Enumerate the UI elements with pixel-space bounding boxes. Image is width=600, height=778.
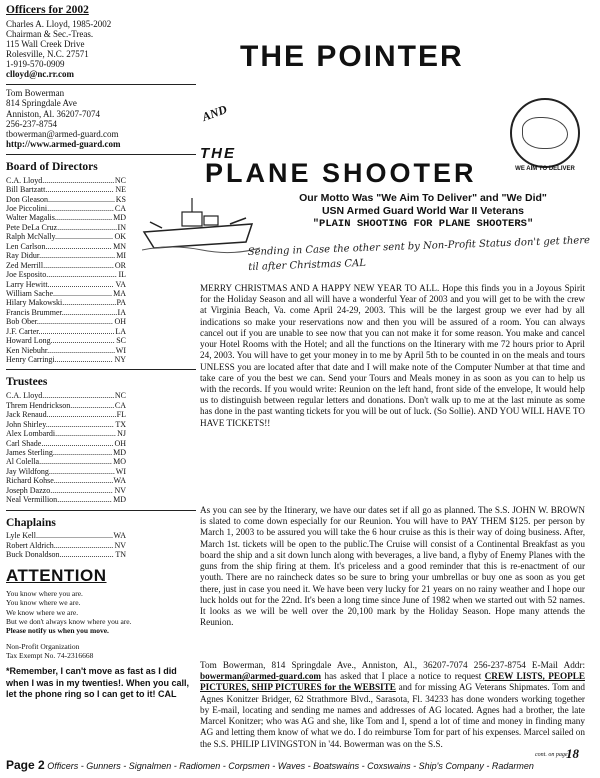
member-state: WI	[115, 345, 126, 355]
roster-row	[6, 327, 126, 336]
armed-guard-emblem-icon	[510, 98, 580, 168]
org-info	[6, 642, 202, 661]
member-name: J.F. Carter .....	[6, 327, 114, 336]
info-line: Tax Exempt No. 74-2316668	[6, 651, 94, 661]
motto-block	[258, 192, 588, 230]
member-name: Threm Hendrickson .....	[6, 401, 114, 410]
motto-line: USN Armed Guard World War II Veterans	[321, 204, 525, 217]
member-state: NC	[114, 391, 126, 401]
member-state: NJ	[117, 429, 126, 439]
member-name: Richard Kohse .....	[6, 476, 113, 485]
member-state: NV	[114, 485, 126, 495]
roster-row	[6, 223, 126, 232]
member-state: LA	[115, 326, 126, 336]
member-name: John Shirley .....	[6, 420, 114, 429]
officers-list	[6, 19, 202, 79]
member-name: Pete DeLa Cruz .....	[6, 223, 117, 232]
member-state: CA	[114, 400, 126, 410]
info-line: Tom Bowerman	[6, 88, 65, 99]
roster-row	[6, 232, 126, 241]
roster-row	[6, 541, 126, 550]
p3-text: Tom Bowerman, 814 Springdale Ave., Anniston, Al., 36207-7074 256-237-8754 E-Mail Addr:	[200, 660, 585, 670]
member-state: WA	[113, 476, 126, 486]
member-name: Don Gleason .....	[6, 195, 115, 204]
member-name: James Sterling .....	[6, 448, 112, 457]
info-line: But we don't always know where you are.	[6, 616, 132, 626]
member-state: MA	[113, 288, 126, 298]
divider	[6, 154, 196, 155]
member-state: NE	[115, 185, 126, 195]
member-name: Alex Lombardi .....	[6, 429, 116, 438]
info-line: Rolesville, N.C. 27571	[6, 49, 89, 60]
roster-row	[6, 429, 126, 438]
member-name: Jay Wildfong .....	[6, 467, 115, 476]
info-line: 1-919-570-0909	[6, 59, 65, 70]
member-state: KS	[115, 194, 126, 204]
roster-row	[6, 531, 126, 540]
member-state: NV	[114, 540, 126, 550]
member-name: Len Carlson .....	[6, 242, 112, 251]
member-state: OR	[114, 260, 126, 270]
continued-page-number: 18	[566, 746, 579, 761]
info-line: You know where we are.	[6, 598, 81, 608]
member-name: Bill Bartzatt .....	[6, 185, 114, 194]
member-name: Walter Magalis .....	[6, 213, 112, 222]
trustees-heading: Trustees	[6, 376, 48, 389]
member-state: WI	[115, 466, 126, 476]
member-state: MO	[113, 457, 126, 467]
roster-row	[6, 308, 126, 317]
roster-row	[6, 355, 126, 364]
roster-row	[6, 448, 126, 457]
info-line: 256-237-8754	[6, 118, 57, 129]
left-sidebar	[6, 4, 202, 700]
member-state: IN	[117, 222, 126, 232]
tom-contact	[6, 88, 202, 138]
member-state: MI	[116, 251, 126, 261]
roster-row	[6, 420, 126, 429]
member-state: OK	[114, 232, 126, 242]
masthead-and: AND	[200, 102, 229, 124]
roster-row	[6, 336, 126, 345]
emblem-caption: WE AIM TO DELIVER	[515, 166, 575, 172]
motto-quote: "PLAIN SHOOTING FOR PLANE SHOOTERS"	[312, 217, 534, 230]
member-name: C.A. Lloyd .....	[6, 176, 114, 185]
info-line: Chairman & Sec.-Treas.	[6, 28, 94, 39]
chaplains-list	[6, 531, 202, 559]
member-name: William Sache .....	[6, 289, 112, 298]
member-name: Carl Shade .....	[6, 439, 113, 448]
roster-row	[6, 204, 126, 213]
member-state: NC	[114, 175, 126, 185]
member-name: Al Colella .....	[6, 457, 112, 466]
member-name: Larry Hewitt .....	[6, 280, 114, 289]
member-name: Howard Long .....	[6, 336, 115, 345]
member-name: Ralph McNally .....	[6, 232, 113, 241]
divider	[6, 510, 196, 511]
motto-line: Our Motto Was "We Aim To Deliver" and "We Did"	[299, 192, 547, 204]
website-link[interactable]: http://www.armed-guard.com	[6, 138, 121, 149]
roster-row	[6, 242, 126, 251]
member-name: Bob Ober .....	[6, 317, 113, 326]
info-line: Charles A. Lloyd, 1985-2002	[6, 18, 112, 29]
continued-note: cont. on page	[535, 752, 568, 758]
info-line: Anniston, Al. 36207-7074	[6, 108, 101, 119]
member-state: OH	[114, 438, 126, 448]
member-name: Buck Donaldson .....	[6, 550, 114, 559]
roster-row	[6, 486, 126, 495]
roster-row	[6, 185, 126, 194]
email-link[interactable]: bowerman@armed-guard.com	[200, 671, 322, 682]
info-line: 115 Wall Creek Drive	[6, 39, 85, 50]
p3-text: has asked that I place a notice to request	[321, 671, 485, 682]
member-state: SC	[116, 336, 126, 346]
roster-row	[6, 410, 126, 419]
attention-text	[6, 589, 202, 627]
roster-row	[6, 439, 126, 448]
roster-row	[6, 195, 126, 204]
crew-lists-link[interactable]: CREW LISTS, PEOPLE PICTURES, SHIP PICTURES for the WEBSITE	[200, 671, 585, 693]
remember-note: *Remember, I can't move as fast as I did when I was in my twenties!. When you call, let the phone ring so I can get to it! CAL	[6, 666, 190, 699]
member-state: NY	[114, 355, 126, 364]
member-state: TN	[115, 550, 126, 560]
paragraph-website	[200, 660, 585, 750]
member-name: Robert Aldrich .....	[6, 541, 113, 550]
member-name: Jack Renaud .....	[6, 410, 116, 419]
roster-row	[6, 401, 126, 410]
roster-row	[6, 495, 126, 504]
notify-line: Please notify us when you move.	[6, 626, 109, 636]
info-line: You know where you are.	[6, 588, 83, 598]
roster-row	[6, 251, 126, 260]
member-state: TX	[115, 419, 126, 429]
crew-roles: Officers - Gunners - Signalmen - Radiomen - Corpsmen - Waves - Boatswains - Coxswains - Ship's Company - Radarmen	[47, 761, 534, 771]
member-name: Francis Brummer .....	[6, 308, 117, 317]
info-line: We know where we are.	[6, 607, 79, 617]
handwritten-note: Sending in Case the other sent by Non-Profit Status don't get there til after Christmas CAL	[247, 235, 591, 273]
member-name: Zed Merrill .....	[6, 261, 114, 270]
member-state: MD	[113, 447, 126, 457]
roster-row	[6, 476, 126, 485]
paragraph-reunion: MERRY CHRISTMAS AND A HAPPY NEW YEAR TO ALL. Hope this finds you in a Joyous Spirit for the Holiday Season and all will have a wonderful Year of 2003 and you will get to be with the crew at Virginia Beach, Va. come April 24-29, 2003. This will be the largest group we ever had by all indications so make your reservations now and then you will be assured of a room. You can always cancel out if you are unable to see now that you can not make it for some reason. You make and cancel your Hotel Rooms with the Hotel; and all the functions on the Itinerary with me 72 hours prior to April 24, 2003. You will have to get your money in to me by April 5th to be counted in on the meals and tours UNLESS you are located after that date and I will make note of the Computer Number at that time and take care of you the best we can. Send your Tours and Meals money in as soon as you can to help us with the records. If you would write: Reunion on the left hand, front side of the envelope, It would help us to distinguish between regular letters and donations. Don't walk up to me at the last minute as some has done in the past wanting tickets for you will be out of luck. (So Sollie). AND YOU WILL HAVE TO HAVE TICKETS!!	[200, 283, 585, 428]
main-column	[200, 0, 596, 778]
trustees-list	[6, 391, 202, 504]
member-name: Joseph Dazzo .....	[6, 486, 113, 495]
member-state: IA	[117, 307, 126, 317]
member-state: PA	[116, 298, 126, 308]
roster-row	[6, 467, 126, 476]
member-state: MD	[113, 213, 126, 223]
member-state: VA	[115, 279, 126, 289]
member-name: Hilary Makowski .....	[6, 298, 116, 307]
divider	[6, 84, 196, 85]
masthead-title: THE POINTER	[240, 40, 464, 73]
roster-row	[6, 213, 126, 222]
member-name: Lyle Kell .....	[6, 531, 113, 540]
info-line: clloyd@nc.rr.com	[6, 69, 75, 80]
roster-row	[6, 280, 126, 289]
info-line: tbowerman@armed-guard.com	[6, 128, 119, 139]
roster-row	[6, 550, 126, 559]
member-state: OH	[114, 317, 126, 327]
member-name: Henry Carringi .....	[6, 355, 113, 364]
roster-row	[6, 289, 126, 298]
member-name: Joe Esposito .....	[6, 270, 117, 279]
p3-text: and for missing AG Veterans Shipmates. Tom and Agnes Konitzer Bridger, 62 Strathmore Blvd., Sarasota, Fl. 34233 has done wonders working together by E-mail, locating and sending me names and addresses of AG located. Agnes had a brother, the late Marcel Konitzer; who was AG and she, like Tom and I, spend a lot of time and money in finding many AG and letting them know of what we do. I do reimburse Tom for part of his expenses. Marcel sailed on the S.S. PHILIP LIVINGSTON in '44. Bowerman was on the S.S.	[200, 682, 585, 749]
roster-row	[6, 270, 126, 279]
attention-heading: ATTENTION	[6, 565, 107, 585]
member-name: Joe Piccolini .....	[6, 204, 114, 213]
member-state: WA	[113, 531, 126, 541]
member-state: IL	[118, 270, 126, 280]
roster-row	[6, 298, 126, 307]
roster-row	[6, 457, 126, 466]
member-name: Neal Vermillion .....	[6, 495, 112, 504]
member-name: Ray Didur .....	[6, 251, 115, 260]
chaplains-heading: Chaplains	[6, 516, 56, 529]
footer	[6, 758, 596, 772]
officers-heading: Officers for 2002	[6, 4, 89, 16]
roster-row	[6, 391, 126, 400]
roster-row	[6, 346, 126, 355]
info-line: Non-Profit Organization	[6, 641, 80, 651]
member-name: Ken Niebuhr .....	[6, 346, 115, 355]
ship-illustration-icon	[142, 192, 262, 254]
page-number: Page 2	[6, 758, 45, 772]
member-state: MN	[113, 241, 126, 251]
paragraph-cruise: As you can see by the Itinerary, we have our dates set if all go as planned. The S.S. JOHN W. BROWN is slated to come down especially for our Reunion. You will have to PAY THEM $125. per person by March 1, 2003 to be assured you will take the 6 hour cruise as this is their way of doing business. After, March 1st. tickets will be open to the public.The Cruise will consist of a Continental Breakfast as you board the ship and a sit down lunch along with beverages, a live band, a flyby of Enemy Planes with the guns from the ship firing at them. It's priceless and a good reminder that this is re-enactment of our youth. There are no raincheck dates so be sure to bring your umbrellas or buy one as soon as you get there, just in case you need it. We have been very lucky for 21 years on no rainy weather and I hope our luck holds out for the 22nd. It's been a long time since June of 1982 when we started out with 52 names. It looks as we will be well over the 20,100 mark by the Holiday Season. Hope many attends the Reunion.	[200, 505, 585, 628]
info-line: 814 Springdale Ave	[6, 98, 77, 109]
divider	[6, 369, 196, 370]
masthead-plane-shooter: PLANE SHOOTER	[205, 158, 477, 188]
member-name: C.A. Lloyd .....	[6, 391, 114, 400]
board-heading: Board of Directors	[6, 160, 98, 173]
roster-row	[6, 261, 126, 270]
member-state: MD	[113, 495, 126, 505]
roster-row	[6, 317, 126, 326]
masthead-the: THE	[200, 145, 236, 162]
member-state: CA	[114, 204, 126, 213]
roster-row	[6, 176, 126, 185]
member-state: FL	[116, 410, 126, 420]
